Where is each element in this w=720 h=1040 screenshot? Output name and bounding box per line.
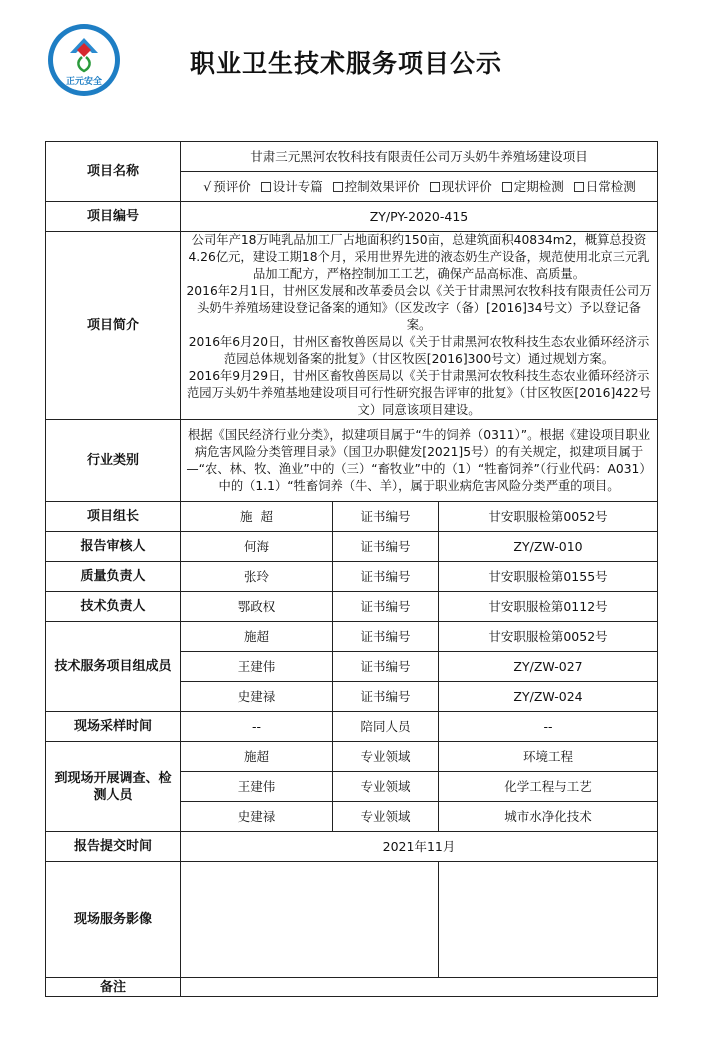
checkbox-pre-evaluation: √ 预评价 — [203, 179, 251, 194]
submission-value: 2021年11月 — [181, 832, 658, 862]
quality-name: 张玲 — [181, 562, 333, 592]
project-number-value: ZY/PY-2020-415 — [181, 202, 658, 232]
intro-paragraph: 2016年6月20日，甘州区畜牧兽医局以《关于甘肃黑河农牧科技生态农业循环经济示范园总体规划备案的批复》（甘区牧医[2016]300号文）通过规划方案。 — [188, 335, 650, 366]
quality-label: 质量负责人 — [46, 562, 181, 592]
info-table — [45, 141, 658, 997]
reviewer-name: 何海 — [181, 532, 333, 562]
field-staff-specialty: 环境工程 — [439, 742, 658, 772]
cert-label: 证书编号 — [333, 652, 439, 682]
checkbox-periodic-detection: 定期检测 — [502, 178, 564, 195]
page-title: 职业卫生技术服务项目公示 — [190, 49, 503, 78]
technical-cert: 甘安职服检第0112号 — [439, 592, 658, 622]
empty-checkbox-icon — [502, 182, 512, 192]
field-staff-name: 史建禄 — [181, 802, 333, 832]
intro-paragraph: 2016年9月29日，甘州区畜牧兽医局以《关于甘肃黑河农牧科技生态农业循环经济示范园万头奶牛养殖基地建设项目可行性研究报告评审的批复》（甘区牧医[2016]422号文）同意该项目建设。 — [187, 369, 652, 417]
evaluation-type-row — [181, 172, 658, 202]
specialty-label: 专业领域 — [333, 802, 439, 832]
team-label: 技术服务项目组成员 — [46, 622, 181, 712]
checkbox-control-effect: 控制效果评价 — [333, 178, 420, 195]
industry-text: 根据《国民经济行业分类》，拟建项目属于“牛的饲养（0311）”。根据《建设项目职业病危害风险分类管理目录》（国卫办职健发[2021]5号）的有关规定，拟建项目属于—“农、林、牧、渔业”中的（三）“畜牧业”中的（1）“牲畜饲养”（行业代码：A031）中的（1.1）“牲畜饲养（牛、羊），属于职业病危害风险分类严重的项目。 — [181, 420, 658, 502]
field-staff-label: 到现场开展调查、检测人员 — [46, 742, 181, 832]
checkbox-design-special: 设计专篇 — [261, 178, 323, 195]
empty-checkbox-icon — [430, 182, 440, 192]
specialty-label: 专业领域 — [333, 742, 439, 772]
site-image-slot-left — [181, 862, 439, 978]
leader-cert: 甘安职服检第0052号 — [439, 502, 658, 532]
intro-paragraph: 2016年2月1日，甘州区发展和改革委员会以《关于甘肃黑河农牧科技有限责任公司万头奶牛养殖场建设登记备案的通知》（区发改字（备）[2016]34号文）予以登记备案。 — [186, 284, 652, 332]
field-staff-specialty: 城市水净化技术 — [439, 802, 658, 832]
technical-name: 鄂政权 — [181, 592, 333, 622]
quality-cert: 甘安职服检第0155号 — [439, 562, 658, 592]
project-name-label: 项目名称 — [46, 142, 181, 202]
technical-label: 技术负责人 — [46, 592, 181, 622]
empty-checkbox-icon — [333, 182, 343, 192]
field-staff-name: 王建伟 — [181, 772, 333, 802]
project-intro-text — [181, 232, 658, 420]
leader-label: 项目组长 — [46, 502, 181, 532]
team-member-cert: ZY/ZW-024 — [439, 682, 658, 712]
cert-label: 证书编号 — [333, 532, 439, 562]
project-intro-label: 项目简介 — [46, 232, 181, 420]
team-member-name: 施超 — [181, 622, 333, 652]
company-logo — [46, 22, 122, 98]
site-image-slot-right — [439, 862, 658, 978]
field-staff-specialty: 化学工程与工艺 — [439, 772, 658, 802]
sampling-time-label: 现场采样时间 — [46, 712, 181, 742]
project-name-value: 甘肃三元黑河农牧科技有限责任公司万头奶牛养殖场建设项目 — [181, 142, 658, 172]
project-number-label: 项目编号 — [46, 202, 181, 232]
leader-name: 施 超 — [181, 502, 333, 532]
industry-label: 行业类别 — [46, 420, 181, 502]
checkbox-status-evaluation: 现状评价 — [430, 178, 492, 195]
cert-label: 证书编号 — [333, 592, 439, 622]
cert-label: 证书编号 — [333, 622, 439, 652]
team-member-cert: ZY/ZW-027 — [439, 652, 658, 682]
field-staff-name: 施超 — [181, 742, 333, 772]
team-member-name: 王建伟 — [181, 652, 333, 682]
remarks-value — [181, 978, 658, 997]
checkbox-daily-detection: 日常检测 — [574, 178, 636, 195]
team-member-name: 史建禄 — [181, 682, 333, 712]
submission-label: 报告提交时间 — [46, 832, 181, 862]
reviewer-label: 报告审核人 — [46, 532, 181, 562]
site-images-label: 现场服务影像 — [46, 862, 181, 978]
intro-paragraph: 公司年产18万吨乳品加工厂占地面积约150亩，总建筑面积40834m2，概算总投资4.26亿元，建设工期18个月，采用世界先进的液态奶生产设备，规范使用北京三元乳品加工配方，严格控制加工工艺，确保产品高标准、高质量。 — [188, 233, 650, 281]
empty-checkbox-icon — [261, 182, 271, 192]
team-member-cert: 甘安职服检第0052号 — [439, 622, 658, 652]
checkmark-icon: √ — [203, 179, 212, 194]
cert-label: 证书编号 — [333, 562, 439, 592]
reviewer-cert: ZY/ZW-010 — [439, 532, 658, 562]
empty-checkbox-icon — [574, 182, 584, 192]
logo-text: 正元安全 — [65, 77, 103, 87]
cert-label: 证书编号 — [333, 682, 439, 712]
companion-label: 陪同人员 — [333, 712, 439, 742]
remarks-label: 备注 — [46, 978, 181, 997]
sampling-time-value: -- — [181, 712, 333, 742]
specialty-label: 专业领域 — [333, 772, 439, 802]
companion-value: -- — [439, 712, 658, 742]
cert-label: 证书编号 — [333, 502, 439, 532]
